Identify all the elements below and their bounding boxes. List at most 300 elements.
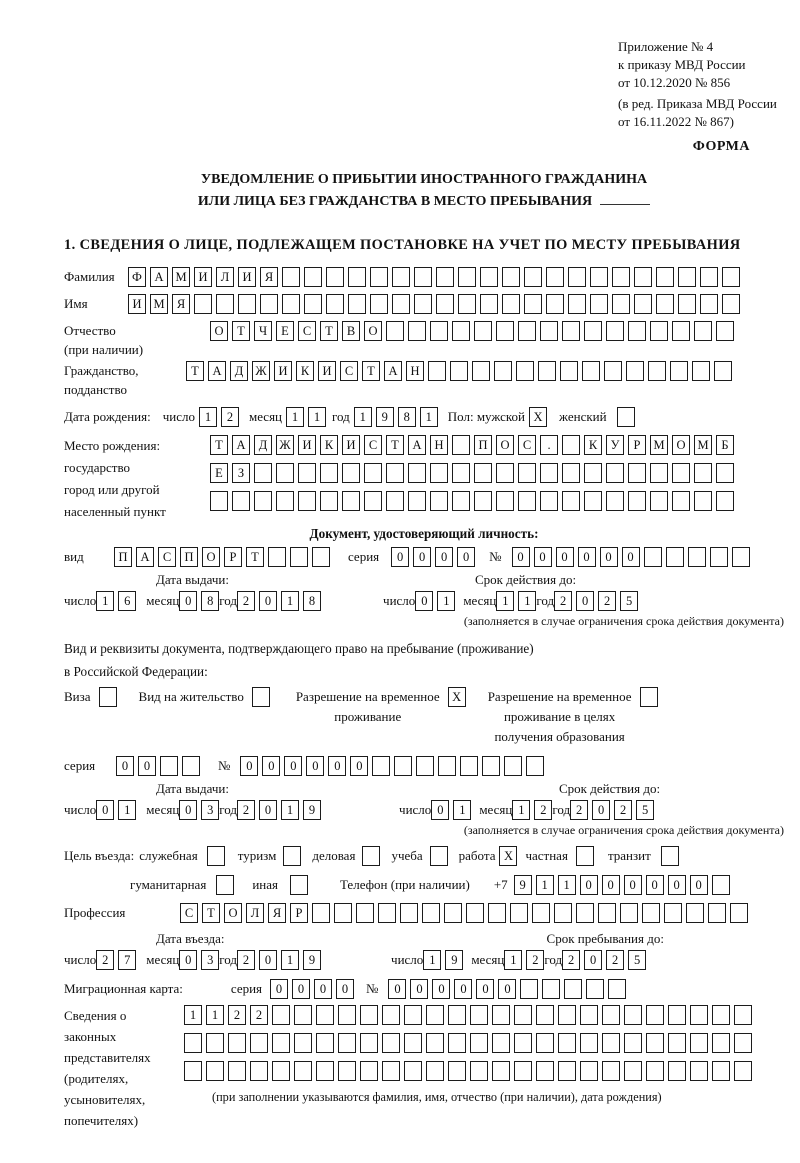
char-cell[interactable]: [444, 903, 462, 923]
char-cell[interactable]: [554, 903, 572, 923]
char-cell[interactable]: Т: [232, 321, 250, 341]
char-cell[interactable]: М: [150, 294, 168, 314]
char-cell[interactable]: К: [320, 435, 338, 455]
char-cell[interactable]: [320, 463, 338, 483]
char-cell[interactable]: [650, 321, 668, 341]
char-cell[interactable]: 0: [292, 979, 310, 999]
char-cell[interactable]: [480, 294, 498, 314]
char-cell[interactable]: [626, 361, 644, 381]
char-cell[interactable]: И: [238, 267, 256, 287]
char-cell[interactable]: 0: [270, 979, 288, 999]
char-cell[interactable]: [250, 1061, 268, 1081]
char-cell[interactable]: 0: [259, 950, 277, 970]
char-cell[interactable]: 1: [420, 407, 438, 427]
checkbox[interactable]: X: [529, 407, 547, 427]
char-cell[interactable]: Я: [172, 294, 190, 314]
char-cell[interactable]: [518, 491, 536, 511]
char-cell[interactable]: [272, 1061, 290, 1081]
char-cell[interactable]: 1: [354, 407, 372, 427]
char-cell[interactable]: М: [694, 435, 712, 455]
char-cell[interactable]: [634, 267, 652, 287]
char-cell[interactable]: Н: [406, 361, 424, 381]
char-cell[interactable]: [386, 491, 404, 511]
char-cell[interactable]: [558, 1005, 576, 1025]
char-cell[interactable]: 1: [118, 800, 136, 820]
char-cell[interactable]: 2: [228, 1005, 246, 1025]
char-cell[interactable]: [642, 903, 660, 923]
char-cell[interactable]: [414, 267, 432, 287]
char-cell[interactable]: 0: [240, 756, 258, 776]
char-cell[interactable]: [678, 294, 696, 314]
char-cell[interactable]: [568, 294, 586, 314]
char-cell[interactable]: [714, 361, 732, 381]
char-cell[interactable]: [646, 1005, 664, 1025]
checkbox[interactable]: [617, 407, 635, 427]
char-cell[interactable]: [470, 1033, 488, 1053]
char-cell[interactable]: [546, 267, 564, 287]
char-cell[interactable]: [700, 267, 718, 287]
char-cell[interactable]: 1: [281, 591, 299, 611]
char-cell[interactable]: [458, 294, 476, 314]
char-cell[interactable]: М: [650, 435, 668, 455]
char-cell[interactable]: Д: [230, 361, 248, 381]
char-cell[interactable]: [722, 267, 740, 287]
char-cell[interactable]: [608, 979, 626, 999]
char-cell[interactable]: .: [540, 435, 558, 455]
char-cell[interactable]: [540, 491, 558, 511]
char-cell[interactable]: 9: [303, 800, 321, 820]
char-cell[interactable]: [382, 1061, 400, 1081]
char-cell[interactable]: [342, 463, 360, 483]
char-cell[interactable]: Е: [210, 463, 228, 483]
char-cell[interactable]: [338, 1005, 356, 1025]
char-cell[interactable]: 9: [445, 950, 463, 970]
char-cell[interactable]: 0: [314, 979, 332, 999]
checkbox[interactable]: [661, 846, 679, 866]
char-cell[interactable]: [612, 294, 630, 314]
char-cell[interactable]: [580, 1033, 598, 1053]
char-cell[interactable]: [542, 979, 560, 999]
char-cell[interactable]: 2: [598, 591, 616, 611]
char-cell[interactable]: [524, 294, 542, 314]
char-cell[interactable]: 1: [558, 875, 576, 895]
char-cell[interactable]: [408, 463, 426, 483]
char-cell[interactable]: [712, 1005, 730, 1025]
checkbox[interactable]: [252, 687, 270, 707]
char-cell[interactable]: Т: [320, 321, 338, 341]
char-cell[interactable]: [558, 1033, 576, 1053]
char-cell[interactable]: [360, 1033, 378, 1053]
char-cell[interactable]: [496, 491, 514, 511]
char-cell[interactable]: [648, 361, 666, 381]
char-cell[interactable]: [316, 1033, 334, 1053]
char-cell[interactable]: [282, 294, 300, 314]
char-cell[interactable]: [250, 1033, 268, 1053]
char-cell[interactable]: [576, 903, 594, 923]
char-cell[interactable]: [210, 491, 228, 511]
char-cell[interactable]: [334, 903, 352, 923]
char-cell[interactable]: [448, 1005, 466, 1025]
char-cell[interactable]: А: [208, 361, 226, 381]
char-cell[interactable]: [612, 267, 630, 287]
char-cell[interactable]: Р: [290, 903, 308, 923]
char-cell[interactable]: [564, 979, 582, 999]
char-cell[interactable]: 0: [512, 547, 530, 567]
char-cell[interactable]: И: [342, 435, 360, 455]
char-cell[interactable]: 0: [415, 591, 433, 611]
char-cell[interactable]: [628, 321, 646, 341]
char-cell[interactable]: 2: [614, 800, 632, 820]
char-cell[interactable]: 1: [96, 591, 114, 611]
char-cell[interactable]: 9: [376, 407, 394, 427]
char-cell[interactable]: 3: [201, 800, 219, 820]
char-cell[interactable]: [282, 267, 300, 287]
char-cell[interactable]: [712, 1061, 730, 1081]
char-cell[interactable]: [562, 463, 580, 483]
char-cell[interactable]: [276, 463, 294, 483]
char-cell[interactable]: [260, 294, 278, 314]
char-cell[interactable]: С: [518, 435, 536, 455]
char-cell[interactable]: [700, 294, 718, 314]
char-cell[interactable]: 0: [413, 547, 431, 567]
char-cell[interactable]: 1: [206, 1005, 224, 1025]
char-cell[interactable]: 0: [259, 800, 277, 820]
checkbox[interactable]: X: [448, 687, 466, 707]
char-cell[interactable]: П: [180, 547, 198, 567]
char-cell[interactable]: [602, 1061, 620, 1081]
char-cell[interactable]: С: [364, 435, 382, 455]
char-cell[interactable]: [532, 903, 550, 923]
char-cell[interactable]: [678, 267, 696, 287]
char-cell[interactable]: [326, 294, 344, 314]
char-cell[interactable]: 0: [391, 547, 409, 567]
char-cell[interactable]: [338, 1033, 356, 1053]
char-cell[interactable]: [514, 1033, 532, 1053]
char-cell[interactable]: О: [496, 435, 514, 455]
char-cell[interactable]: 2: [250, 1005, 268, 1025]
checkbox[interactable]: [207, 846, 225, 866]
char-cell[interactable]: [338, 1061, 356, 1081]
char-cell[interactable]: Я: [260, 267, 278, 287]
char-cell[interactable]: [312, 903, 330, 923]
checkbox[interactable]: [430, 846, 448, 866]
char-cell[interactable]: [540, 463, 558, 483]
char-cell[interactable]: [734, 1061, 752, 1081]
char-cell[interactable]: [734, 1005, 752, 1025]
char-cell[interactable]: [606, 321, 624, 341]
char-cell[interactable]: 0: [410, 979, 428, 999]
char-cell[interactable]: 0: [179, 950, 197, 970]
char-cell[interactable]: 1: [437, 591, 455, 611]
char-cell[interactable]: 1: [512, 800, 530, 820]
char-cell[interactable]: П: [114, 547, 132, 567]
char-cell[interactable]: И: [298, 435, 316, 455]
char-cell[interactable]: [518, 321, 536, 341]
char-cell[interactable]: 0: [138, 756, 156, 776]
char-cell[interactable]: [364, 491, 382, 511]
char-cell[interactable]: Ч: [254, 321, 272, 341]
char-cell[interactable]: Р: [628, 435, 646, 455]
char-cell[interactable]: [644, 547, 662, 567]
char-cell[interactable]: 1: [423, 950, 441, 970]
char-cell[interactable]: [474, 463, 492, 483]
char-cell[interactable]: [502, 294, 520, 314]
char-cell[interactable]: 0: [690, 875, 708, 895]
char-cell[interactable]: [316, 1061, 334, 1081]
char-cell[interactable]: [514, 1061, 532, 1081]
char-cell[interactable]: [628, 491, 646, 511]
char-cell[interactable]: 6: [118, 591, 136, 611]
char-cell[interactable]: [392, 267, 410, 287]
char-cell[interactable]: [546, 294, 564, 314]
char-cell[interactable]: [430, 463, 448, 483]
char-cell[interactable]: Ф: [128, 267, 146, 287]
char-cell[interactable]: 1: [504, 950, 522, 970]
char-cell[interactable]: 2: [606, 950, 624, 970]
char-cell[interactable]: [216, 294, 234, 314]
char-cell[interactable]: А: [232, 435, 250, 455]
char-cell[interactable]: [470, 1061, 488, 1081]
char-cell[interactable]: 0: [336, 979, 354, 999]
char-cell[interactable]: И: [194, 267, 212, 287]
char-cell[interactable]: [422, 903, 440, 923]
char-cell[interactable]: [690, 1033, 708, 1053]
char-cell[interactable]: [690, 1005, 708, 1025]
char-cell[interactable]: О: [210, 321, 228, 341]
char-cell[interactable]: [734, 1033, 752, 1053]
char-cell[interactable]: [488, 903, 506, 923]
char-cell[interactable]: К: [296, 361, 314, 381]
char-cell[interactable]: Ж: [252, 361, 270, 381]
char-cell[interactable]: [184, 1061, 202, 1081]
char-cell[interactable]: [650, 491, 668, 511]
checkbox[interactable]: [362, 846, 380, 866]
char-cell[interactable]: [496, 321, 514, 341]
char-cell[interactable]: [480, 267, 498, 287]
char-cell[interactable]: 0: [431, 800, 449, 820]
char-cell[interactable]: 0: [350, 756, 368, 776]
char-cell[interactable]: [386, 321, 404, 341]
char-cell[interactable]: [404, 1033, 422, 1053]
char-cell[interactable]: 5: [620, 591, 638, 611]
char-cell[interactable]: 2: [237, 591, 255, 611]
char-cell[interactable]: 0: [622, 547, 640, 567]
char-cell[interactable]: [672, 321, 690, 341]
char-cell[interactable]: [568, 267, 586, 287]
char-cell[interactable]: [666, 547, 684, 567]
char-cell[interactable]: [624, 1061, 642, 1081]
char-cell[interactable]: [670, 361, 688, 381]
char-cell[interactable]: [514, 1005, 532, 1025]
char-cell[interactable]: 8: [303, 591, 321, 611]
char-cell[interactable]: 2: [221, 407, 239, 427]
char-cell[interactable]: А: [408, 435, 426, 455]
char-cell[interactable]: [520, 979, 538, 999]
char-cell[interactable]: [416, 756, 434, 776]
char-cell[interactable]: [276, 491, 294, 511]
char-cell[interactable]: 0: [578, 547, 596, 567]
char-cell[interactable]: [426, 1061, 444, 1081]
char-cell[interactable]: [560, 361, 578, 381]
char-cell[interactable]: Л: [246, 903, 264, 923]
checkbox[interactable]: [290, 875, 308, 895]
char-cell[interactable]: [502, 267, 520, 287]
char-cell[interactable]: [312, 547, 330, 567]
char-cell[interactable]: [370, 294, 388, 314]
char-cell[interactable]: И: [274, 361, 292, 381]
char-cell[interactable]: [474, 321, 492, 341]
char-cell[interactable]: [602, 1033, 620, 1053]
char-cell[interactable]: [272, 1033, 290, 1053]
char-cell[interactable]: 0: [96, 800, 114, 820]
char-cell[interactable]: [692, 361, 710, 381]
char-cell[interactable]: [372, 756, 390, 776]
checkbox[interactable]: [640, 687, 658, 707]
char-cell[interactable]: [668, 1061, 686, 1081]
char-cell[interactable]: О: [364, 321, 382, 341]
char-cell[interactable]: С: [158, 547, 176, 567]
char-cell[interactable]: [436, 294, 454, 314]
char-cell[interactable]: [194, 294, 212, 314]
char-cell[interactable]: [238, 294, 256, 314]
char-cell[interactable]: А: [136, 547, 154, 567]
char-cell[interactable]: 0: [435, 547, 453, 567]
char-cell[interactable]: [668, 1005, 686, 1025]
char-cell[interactable]: 1: [518, 591, 536, 611]
char-cell[interactable]: [580, 1061, 598, 1081]
char-cell[interactable]: [294, 1061, 312, 1081]
char-cell[interactable]: С: [180, 903, 198, 923]
char-cell[interactable]: [182, 756, 200, 776]
char-cell[interactable]: 0: [534, 547, 552, 567]
char-cell[interactable]: Ж: [276, 435, 294, 455]
char-cell[interactable]: [518, 463, 536, 483]
char-cell[interactable]: [206, 1033, 224, 1053]
char-cell[interactable]: [694, 321, 712, 341]
char-cell[interactable]: О: [672, 435, 690, 455]
char-cell[interactable]: [672, 463, 690, 483]
char-cell[interactable]: 0: [592, 800, 610, 820]
char-cell[interactable]: [590, 267, 608, 287]
char-cell[interactable]: 9: [303, 950, 321, 970]
char-cell[interactable]: [602, 1005, 620, 1025]
char-cell[interactable]: [272, 1005, 290, 1025]
char-cell[interactable]: [672, 491, 690, 511]
char-cell[interactable]: [364, 463, 382, 483]
char-cell[interactable]: [606, 491, 624, 511]
char-cell[interactable]: [526, 756, 544, 776]
char-cell[interactable]: [584, 321, 602, 341]
char-cell[interactable]: 0: [179, 800, 197, 820]
char-cell[interactable]: 2: [526, 950, 544, 970]
char-cell[interactable]: 2: [534, 800, 552, 820]
char-cell[interactable]: [708, 903, 726, 923]
char-cell[interactable]: [492, 1005, 510, 1025]
char-cell[interactable]: [716, 491, 734, 511]
char-cell[interactable]: П: [474, 435, 492, 455]
char-cell[interactable]: [646, 1033, 664, 1053]
char-cell[interactable]: [536, 1033, 554, 1053]
char-cell[interactable]: [472, 361, 490, 381]
char-cell[interactable]: Т: [202, 903, 220, 923]
char-cell[interactable]: [470, 1005, 488, 1025]
char-cell[interactable]: [628, 463, 646, 483]
char-cell[interactable]: [510, 903, 528, 923]
char-cell[interactable]: 0: [179, 591, 197, 611]
char-cell[interactable]: [716, 463, 734, 483]
char-cell[interactable]: [562, 435, 580, 455]
char-cell[interactable]: 8: [398, 407, 416, 427]
char-cell[interactable]: Я: [268, 903, 286, 923]
char-cell[interactable]: 1: [281, 800, 299, 820]
char-cell[interactable]: [620, 903, 638, 923]
char-cell[interactable]: [496, 463, 514, 483]
char-cell[interactable]: 1: [281, 950, 299, 970]
char-cell[interactable]: [536, 1005, 554, 1025]
char-cell[interactable]: [452, 321, 470, 341]
char-cell[interactable]: [430, 491, 448, 511]
char-cell[interactable]: [298, 491, 316, 511]
char-cell[interactable]: 2: [237, 950, 255, 970]
char-cell[interactable]: [382, 1005, 400, 1025]
char-cell[interactable]: 2: [554, 591, 572, 611]
char-cell[interactable]: [492, 1061, 510, 1081]
char-cell[interactable]: [436, 267, 454, 287]
char-cell[interactable]: 0: [457, 547, 475, 567]
checkbox[interactable]: [576, 846, 594, 866]
char-cell[interactable]: [688, 547, 706, 567]
char-cell[interactable]: [438, 756, 456, 776]
char-cell[interactable]: [562, 491, 580, 511]
checkbox[interactable]: [216, 875, 234, 895]
char-cell[interactable]: Т: [246, 547, 264, 567]
char-cell[interactable]: 0: [328, 756, 346, 776]
char-cell[interactable]: 0: [476, 979, 494, 999]
char-cell[interactable]: М: [172, 267, 190, 287]
char-cell[interactable]: [582, 361, 600, 381]
char-cell[interactable]: [524, 267, 542, 287]
char-cell[interactable]: 1: [199, 407, 217, 427]
char-cell[interactable]: В: [342, 321, 360, 341]
char-cell[interactable]: Н: [430, 435, 448, 455]
char-cell[interactable]: [492, 1033, 510, 1053]
char-cell[interactable]: 1: [496, 591, 514, 611]
char-cell[interactable]: [386, 463, 404, 483]
char-cell[interactable]: [656, 294, 674, 314]
char-cell[interactable]: 5: [628, 950, 646, 970]
char-cell[interactable]: 0: [668, 875, 686, 895]
char-cell[interactable]: [160, 756, 178, 776]
char-cell[interactable]: 1: [308, 407, 326, 427]
char-cell[interactable]: [290, 547, 308, 567]
char-cell[interactable]: [400, 903, 418, 923]
char-cell[interactable]: [558, 1061, 576, 1081]
char-cell[interactable]: Т: [386, 435, 404, 455]
char-cell[interactable]: [562, 321, 580, 341]
char-cell[interactable]: [448, 1061, 466, 1081]
char-cell[interactable]: [536, 1061, 554, 1081]
char-cell[interactable]: [710, 547, 728, 567]
char-cell[interactable]: [342, 491, 360, 511]
char-cell[interactable]: [716, 321, 734, 341]
char-cell[interactable]: 0: [259, 591, 277, 611]
char-cell[interactable]: [428, 361, 446, 381]
char-cell[interactable]: [604, 361, 622, 381]
char-cell[interactable]: [392, 294, 410, 314]
char-cell[interactable]: [664, 903, 682, 923]
char-cell[interactable]: [370, 267, 388, 287]
char-cell[interactable]: 0: [602, 875, 620, 895]
